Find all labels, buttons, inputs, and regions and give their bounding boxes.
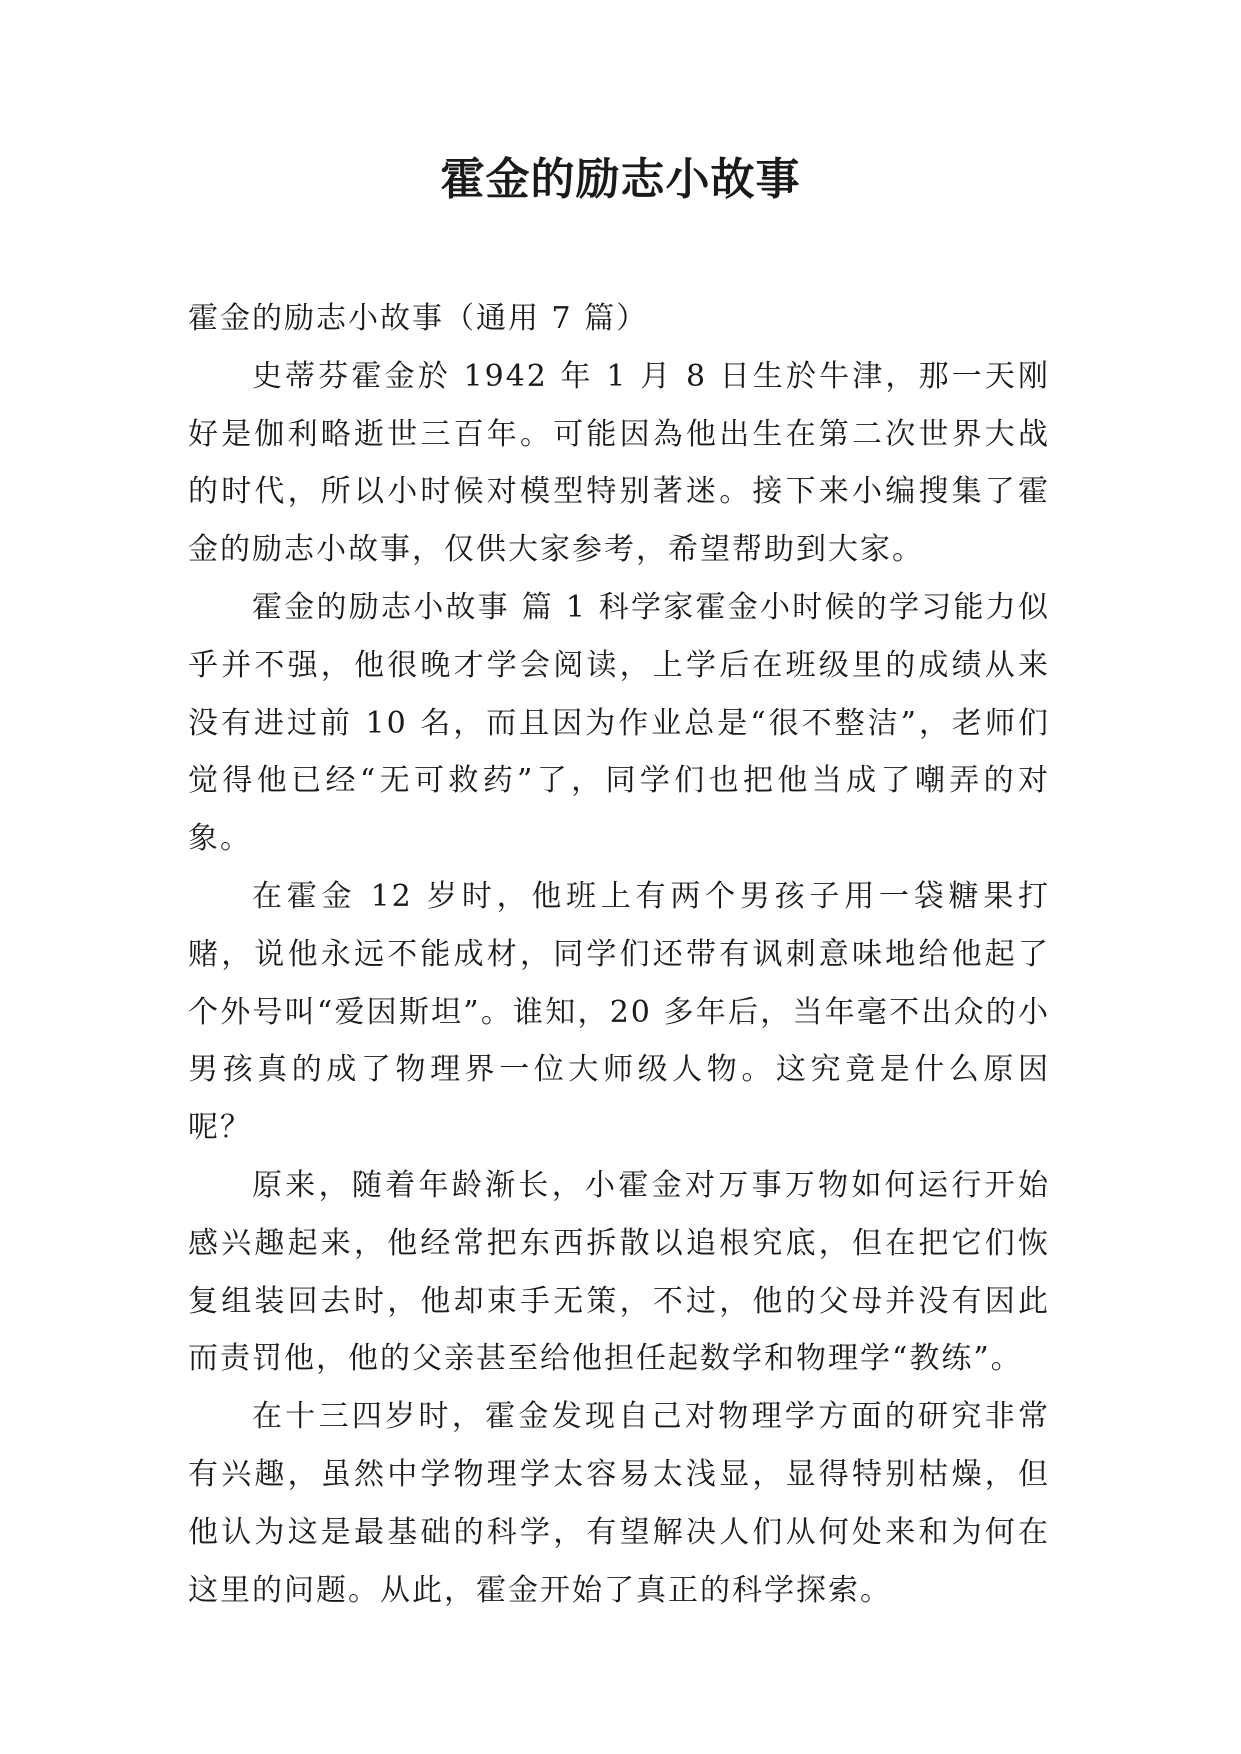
story-paragraph: 在霍金 12 岁时，他班上有两个男孩子用一袋糖果打赌，说他永远不能成材，同学们还带有讽刺意味地给他起了个外号叫“爱因斯坦”。谁知，20 多年后，当年毫不出众的小男孩真的成了物理界一位大师级人物。这究竟是什么原因呢？ [188, 878, 1050, 1146]
document-body [188, 290, 1050, 1619]
story-paragraph: 在十三四岁时，霍金发现自己对物理学方面的研究非常有兴趣，虽然中学物理学太容易太浅显，显得特别枯燥，但他认为这是最基础的科学，有望解决人们从何处来和为何在这里的问题。从此，霍金开始了真正的科学探索。 [188, 1399, 1050, 1608]
story-paragraph: 霍金的励志小故事 篇 1 科学家霍金小时候的学习能力似乎并不强，他很晚才学会阅读，上学后在班级里的成绩从来没有进过前 10 名，而且因为作业总是“很不整洁”，老师们觉得他已经“无可救药”了，同学们也把他当成了嘲弄的对象。 [188, 589, 1050, 857]
intro-paragraph: 史蒂芬霍金於 1942 年 1 月 8 日生於牛津，那一天刚好是伽利略逝世三百年。可能因為他出生在第二次世界大战的时代，所以小时候对模型特别著迷。接下来小编搜集了霍金的励志小故事，仅供大家参考，希望帮助到大家。 [188, 358, 1050, 568]
story-paragraph: 原来，随着年龄渐长，小霍金对万事万物如何运行开始感兴趣起来，他经常把东西拆散以追根究底，但在把它们恢复组装回去时，他却束手无策，不过，他的父母并没有因此而责罚他，他的父亲甚至给他担任起数学和物理学“教练”。 [188, 1167, 1050, 1377]
document-title: 霍金的励志小故事 [440, 154, 801, 205]
subtitle-paragraph: 霍金的励志小故事（通用 7 篇） [188, 301, 649, 336]
